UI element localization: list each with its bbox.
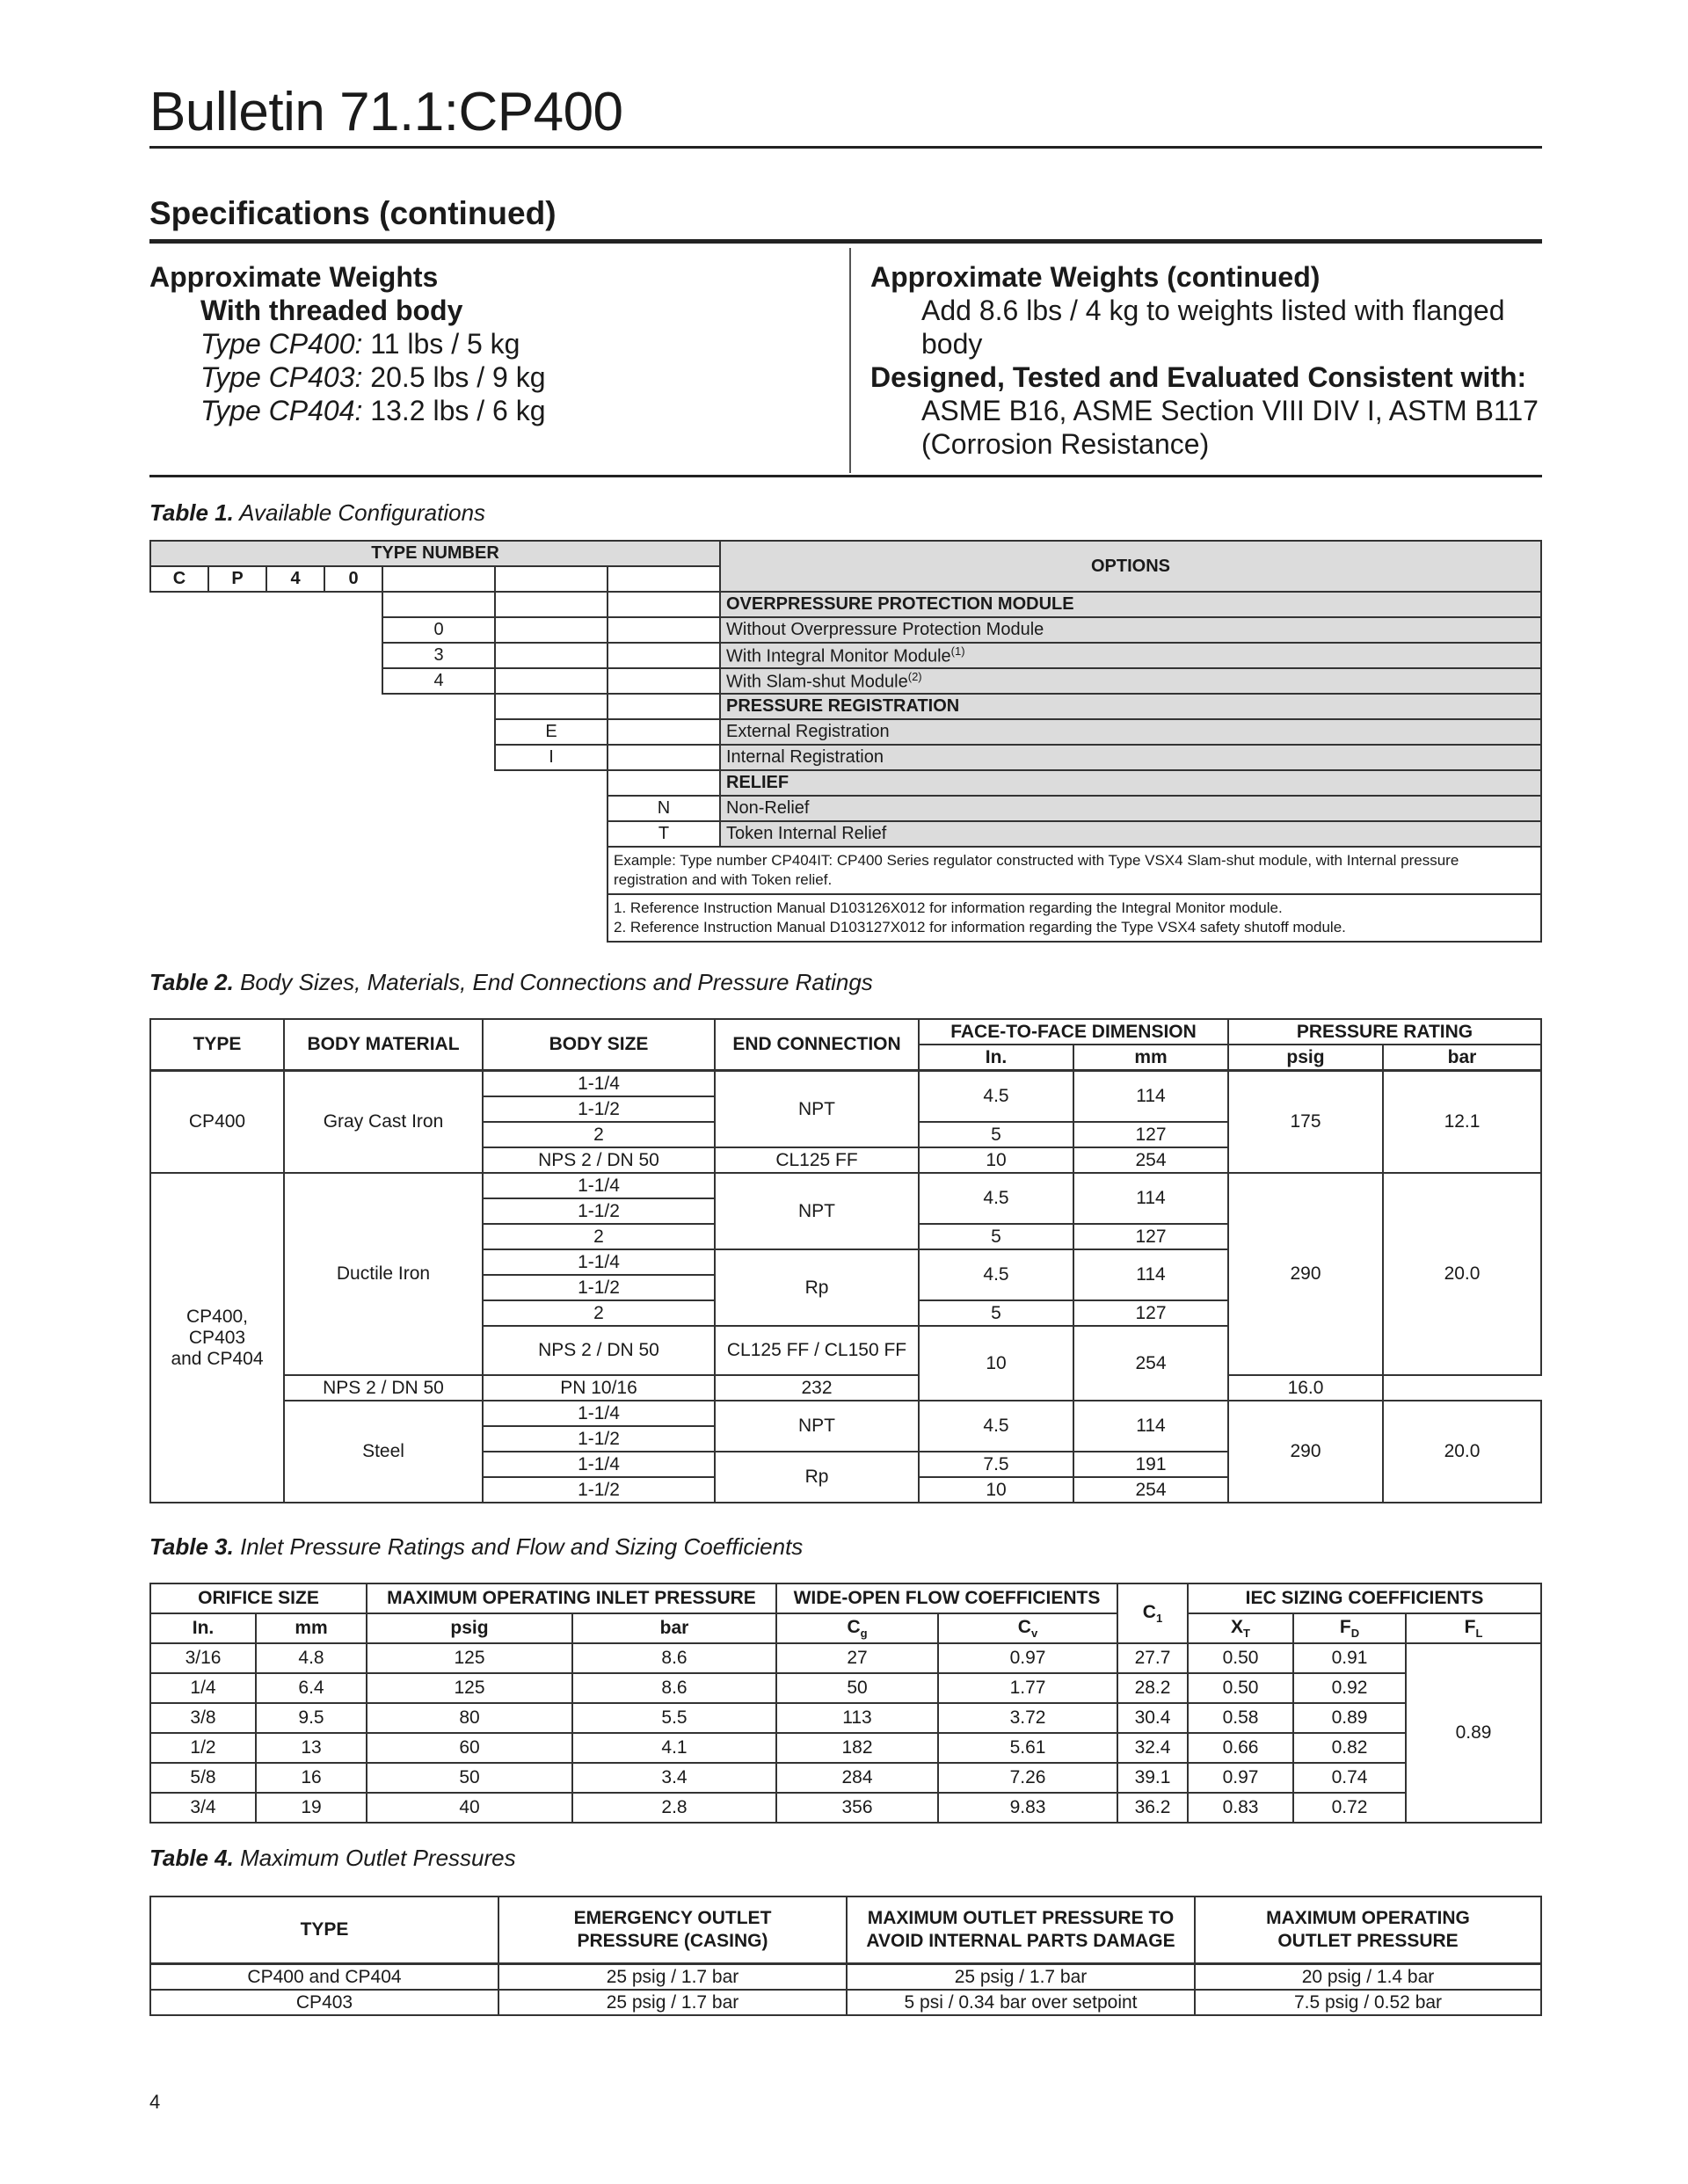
weight-value: 11 lbs / 5 kg [362,328,520,360]
cell: CP400, CP403 and CP404 [150,1173,284,1503]
cell: CP400 [150,1071,284,1174]
weight-value: 13.2 lbs / 6 kg [362,395,546,426]
cell: 4.5 [919,1401,1073,1452]
options-header: OPTIONS [720,541,1541,592]
cell: 175 [1228,1071,1383,1174]
cell: Gray Cast Iron [284,1071,483,1174]
cell: 2 [483,1122,715,1147]
design-heading: Designed, Tested and Evaluated Consistent with: [870,361,1527,393]
cell: 1-1/4 [483,1071,715,1097]
code-cell: 4 [382,668,495,694]
table-row: 1/4 6.4 125 8.6 50 1.77 28.2 0.50 0.92 [150,1673,1541,1703]
col-size: BODY SIZE [483,1019,715,1071]
cell: 254 [1073,1477,1228,1503]
prefix-cell: P [208,566,266,592]
col-in: In. [150,1613,256,1643]
section-row: OVERPRESSURE PROTECTION MODULE [720,592,1541,617]
cell: 1-1/4 [483,1401,715,1426]
cell: NPS 2 / DN 50 [284,1375,483,1401]
cell: 232 [715,1375,919,1401]
page-number: 4 [149,2091,161,2113]
weights-continued-heading: Approximate Weights (continued) [870,261,1321,293]
cell: 1-1/2 [483,1426,715,1452]
cell: 114 [1073,1249,1228,1300]
option-row: Token Internal Relief [720,821,1541,847]
weight-item [149,327,835,360]
table-row: 3/8 9.5 80 5.5 113 3.72 30.4 0.58 0.89 [150,1703,1541,1733]
col-in: In. [919,1045,1073,1071]
cell: NPT [715,1401,919,1452]
option-row: Internal Registration [720,745,1541,770]
flow-coefficients-table [149,1583,1542,1824]
code-cell: I [495,745,608,770]
col-xt: $X_T$ [1188,1613,1293,1643]
weights-right [870,260,1547,461]
col-max-outlet: MAXIMUM OUTLET PRESSURE TO AVOID INTERNAL PARTS DAMAGE [847,1896,1195,1964]
prefix-cell: 4 [266,566,324,592]
cell: 4.5 [919,1173,1073,1224]
column-divider [849,248,851,473]
code-cell: 0 [382,617,495,643]
cell: 191 [1073,1452,1228,1477]
col-c1: $C_1$ [1117,1583,1188,1643]
cell: NPS 2 / DN 50 [483,1147,715,1173]
example-note: Example: Type number CP404IT: CP400 Series regulator constructed with Type VSX4 Slam-shut module, with Internal pressure registration and with Token relief. [608,847,1541,894]
table-row: CP403 25 psig / 1.7 bar 5 psi / 0.34 bar over setpoint 7.5 psig / 0.52 bar [150,1990,1541,2015]
col-end: END CONNECTION [715,1019,919,1071]
table-row: 5/8 16 50 3.4 284 7.26 39.1 0.97 0.74 [150,1763,1541,1793]
cell: 1-1/4 [483,1452,715,1477]
table4-caption: Table 4. Maximum Outlet Pressures [149,1845,516,1871]
col-fd: $F_D$ [1293,1613,1406,1643]
cell: 1-1/2 [483,1275,715,1300]
col-material: BODY MATERIAL [284,1019,483,1071]
cell: PN 10/16 [483,1375,715,1401]
cell: 254 [1073,1326,1228,1401]
cell: 20.0 [1383,1173,1541,1375]
flanged-note: Add 8.6 lbs / 4 kg to weights listed with flanged body [921,295,1505,360]
cell: 12.1 [1383,1071,1541,1174]
cell: CL125 FF [715,1147,919,1173]
cell: 1-1/2 [483,1096,715,1122]
col-bar: bar [1383,1045,1541,1071]
cell: 254 [1073,1147,1228,1173]
col-psig: psig [367,1613,572,1643]
cell: 7.5 [919,1452,1073,1477]
cell: 1-1/4 [483,1173,715,1198]
table-row: 1/2 13 60 4.1 182 5.61 32.4 0.66 0.82 [150,1733,1541,1763]
weight-item [149,360,835,394]
title-rule [149,146,1542,149]
col-type: TYPE [150,1019,284,1071]
weights-left [149,260,835,427]
cell: Steel [284,1401,483,1503]
weight-value: 20.5 lbs / 9 kg [362,361,546,393]
cell: NPS 2 / DN 50 [483,1326,715,1375]
footnote-1: 1. Reference Instruction Manual D103126X012 for information regarding the Integral Monitor module. [614,899,1283,916]
cell: 10 [919,1147,1073,1173]
code-cell: N [608,796,720,821]
cell: 1-1/2 [483,1477,715,1503]
col-bar: bar [572,1613,776,1643]
body-sizes-table [149,1018,1542,1503]
cell: CL125 FF / CL150 FF [715,1326,919,1375]
cell: 5 [919,1122,1073,1147]
prefix-cell: 0 [324,566,382,592]
cell: 5 [919,1224,1073,1249]
section-heading: Specifications (continued) [149,195,557,231]
outlet-pressures-table [149,1896,1542,2016]
col-ftf: FACE-TO-FACE DIMENSION [919,1019,1228,1045]
design-standards-2: (Corrosion Resistance) [921,428,1210,460]
page-title: Bulletin 71.1:CP400 [149,82,623,142]
cell: 127 [1073,1300,1228,1326]
cell: NPT [715,1173,919,1249]
cell: 127 [1073,1224,1228,1249]
table-row: CP400 and CP404 25 psig / 1.7 bar 25 psig / 1.7 bar 20 psig / 1.4 bar [150,1964,1541,1991]
col-orifice: ORIFICE SIZE [150,1583,367,1613]
cell: 290 [1228,1173,1383,1375]
col-iec: IEC SIZING COEFFICIENTS [1188,1583,1541,1613]
cell: 114 [1073,1071,1228,1123]
configurations-table [149,540,1542,943]
code-cell: E [495,719,608,745]
table2-caption: Table 2. Body Sizes, Materials, End Connections and Pressure Ratings [149,969,873,995]
col-fl: $F_L$ [1406,1613,1541,1643]
section-row: RELIEF [720,770,1541,796]
cell: Rp [715,1249,919,1326]
weights-heading: Approximate Weights [149,261,439,293]
col-emergency: EMERGENCY OUTLET PRESSURE (CASING) [498,1896,847,1964]
fl-value: 0.89 [1406,1643,1541,1823]
table-row: 3/4 19 40 2.8 356 9.83 36.2 0.83 0.72 [150,1793,1541,1823]
col-mm: mm [256,1613,367,1643]
cell: Ductile Iron [284,1173,483,1375]
col-cg: $C_g$ [776,1613,938,1643]
weight-type: Type CP400: [200,328,363,360]
weights-subheading: With threaded body [200,295,463,326]
cell: 5 [919,1300,1073,1326]
code-cell: 3 [382,643,495,668]
cell: 4.5 [919,1249,1073,1300]
prefix-cell: C [150,566,208,592]
weight-item [149,394,835,427]
col-mm: mm [1073,1045,1228,1071]
footnotes [608,894,1541,942]
cell: 114 [1073,1173,1228,1224]
option-row: With Integral Monitor Module$^{(1)}$ [720,643,1541,668]
cell: NPT [715,1071,919,1148]
section-rule [149,239,1542,244]
cell: 2 [483,1224,715,1249]
table3-caption: Table 3. Inlet Pressure Ratings and Flow and Sizing Coefficients [149,1533,804,1560]
design-standards: ASME B16, ASME Section VIII DIV I, ASTM B117 [921,395,1539,426]
weights-rule [149,475,1542,477]
cell: Rp [715,1452,919,1503]
col-cv: $C_v$ [938,1613,1117,1643]
col-max-inlet: MAXIMUM OPERATING INLET PRESSURE [367,1583,776,1613]
footnote-2: 2. Reference Instruction Manual D103127X012 for information regarding the Type VSX4 safety shutoff module. [614,919,1346,935]
cell: 10 [919,1326,1073,1401]
weight-type: Type CP404: [200,395,363,426]
option-row: Non-Relief [720,796,1541,821]
cell: 16.0 [1228,1375,1383,1401]
section-row: PRESSURE REGISTRATION [720,694,1541,719]
cell: 1-1/4 [483,1249,715,1275]
code-cell: T [608,821,720,847]
cell: 114 [1073,1401,1228,1452]
table-row: 3/16 4.8 125 8.6 27 0.97 27.7 0.50 0.91 0.89 [150,1643,1541,1673]
option-row: Without Overpressure Protection Module [720,617,1541,643]
cell: 2 [483,1300,715,1326]
option-row: External Registration [720,719,1541,745]
col-pressure: PRESSURE RATING [1228,1019,1541,1045]
type-number-header: TYPE NUMBER [150,541,720,566]
option-row: With Slam-shut Module$^{(2)}$ [720,668,1541,694]
col-psig: psig [1228,1045,1383,1071]
cell: 20.0 [1383,1401,1541,1503]
col-max-operating: MAXIMUM OPERATING OUTLET PRESSURE [1195,1896,1541,1964]
cell: 290 [1228,1401,1383,1503]
cell: 1-1/2 [483,1198,715,1224]
weight-type: Type CP403: [200,361,363,393]
table1-caption: Table 1. Available Configurations [149,499,486,526]
cell: 127 [1073,1122,1228,1147]
col-type: TYPE [150,1896,498,1964]
cell: 4.5 [919,1071,1073,1123]
cell: 10 [919,1477,1073,1503]
col-wide-open: WIDE-OPEN FLOW COEFFICIENTS [776,1583,1117,1613]
